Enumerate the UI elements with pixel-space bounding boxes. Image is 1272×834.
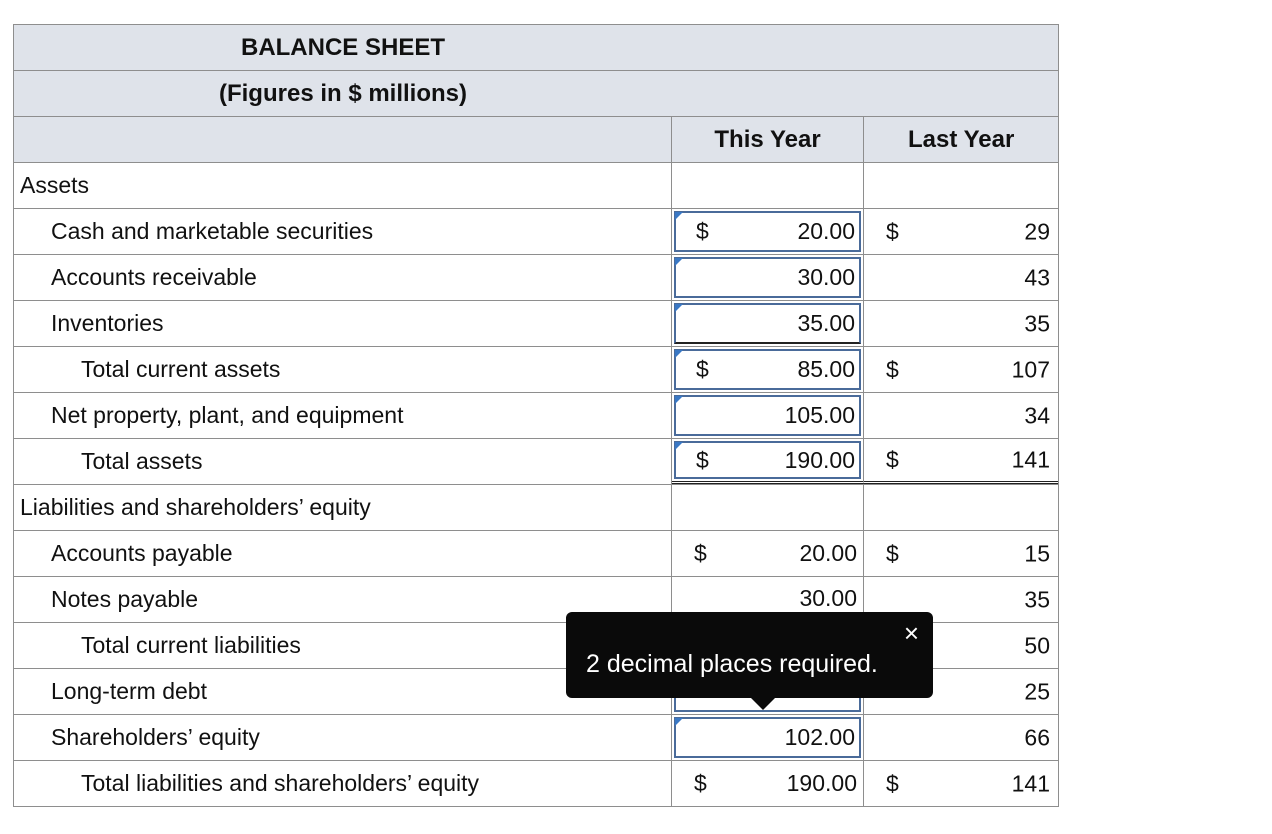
last-year-cell bbox=[864, 531, 1058, 576]
validation-tooltip bbox=[566, 612, 933, 698]
this-year-input[interactable] bbox=[674, 257, 861, 298]
last-year-value: 50 bbox=[1024, 632, 1050, 658]
this-year-value: 190.00 bbox=[784, 446, 855, 473]
row-label: Notes payable bbox=[14, 577, 672, 622]
last-year-cell bbox=[864, 255, 1058, 300]
row-label: Cash and marketable securities bbox=[14, 209, 672, 254]
tooltip-message: 2 decimal places required. bbox=[586, 650, 878, 678]
flag-marker bbox=[675, 304, 683, 312]
row-label: Assets bbox=[14, 163, 672, 208]
table-title-row bbox=[13, 24, 1059, 70]
row-label: Total liabilities and shareholders’ equity bbox=[14, 761, 672, 806]
flag-marker bbox=[675, 396, 683, 404]
currency-symbol: $ bbox=[696, 356, 709, 382]
row-label: Accounts payable bbox=[14, 531, 672, 576]
currency-symbol: $ bbox=[886, 446, 899, 473]
currency-symbol: $ bbox=[886, 356, 899, 382]
flag-marker bbox=[675, 350, 683, 358]
last-year-cell bbox=[864, 209, 1058, 254]
last-year-value: 35 bbox=[1024, 310, 1050, 336]
this-year-input[interactable] bbox=[674, 395, 861, 436]
this-year-input[interactable] bbox=[674, 211, 861, 252]
last-year-cell bbox=[864, 347, 1058, 392]
this-year-cell bbox=[672, 163, 864, 208]
last-year-cell bbox=[864, 485, 1058, 530]
table-row bbox=[13, 162, 1059, 208]
last-year-value: 15 bbox=[1024, 540, 1050, 566]
this-year-input[interactable] bbox=[674, 441, 861, 479]
flag-marker bbox=[675, 258, 683, 266]
currency-symbol: $ bbox=[694, 540, 707, 566]
flag-marker bbox=[675, 212, 683, 220]
table-row bbox=[13, 392, 1059, 438]
table-subtitle-row bbox=[13, 70, 1059, 116]
last-year-value: 35 bbox=[1024, 586, 1050, 612]
currency-symbol: $ bbox=[696, 446, 709, 473]
table-row bbox=[13, 760, 1059, 807]
currency-symbol: $ bbox=[886, 770, 899, 796]
this-year-cell[interactable] bbox=[672, 347, 864, 392]
this-year-value: 190.00 bbox=[786, 770, 857, 796]
this-year-value: 30.00 bbox=[797, 264, 855, 290]
last-year-cell bbox=[864, 439, 1058, 484]
this-year-cell[interactable] bbox=[672, 393, 864, 438]
last-year-value: 141 bbox=[1011, 770, 1050, 796]
this-year-value: 20.00 bbox=[799, 540, 857, 566]
row-label: Liabilities and shareholders’ equity bbox=[14, 485, 672, 530]
this-year-cell bbox=[672, 531, 864, 576]
table-row bbox=[13, 484, 1059, 530]
row-label: Total current assets bbox=[14, 347, 672, 392]
column-header-last-year: Last Year bbox=[908, 125, 1015, 153]
this-year-input bbox=[674, 533, 861, 574]
this-year-cell[interactable] bbox=[672, 715, 864, 760]
row-label: Net property, plant, and equipment bbox=[14, 393, 672, 438]
this-year-cell[interactable] bbox=[672, 209, 864, 254]
column-header-row bbox=[13, 116, 1059, 162]
table-row bbox=[13, 346, 1059, 392]
table-row bbox=[13, 438, 1059, 484]
last-year-value: 141 bbox=[1011, 446, 1050, 473]
this-year-value: 102.00 bbox=[784, 724, 855, 750]
table-row bbox=[13, 208, 1059, 254]
this-year-input[interactable] bbox=[674, 349, 861, 390]
column-header-this-year: This Year bbox=[672, 117, 865, 162]
this-year-input[interactable] bbox=[674, 303, 861, 344]
table-subtitle: (Figures in $ millions) bbox=[218, 79, 468, 107]
last-year-value: 34 bbox=[1024, 402, 1050, 428]
row-label: Total assets bbox=[14, 439, 672, 484]
last-year-value: 25 bbox=[1024, 678, 1050, 704]
last-year-cell bbox=[864, 761, 1058, 806]
last-year-cell bbox=[864, 163, 1058, 208]
last-year-value: 43 bbox=[1024, 264, 1050, 290]
last-year-value: 66 bbox=[1024, 724, 1050, 750]
table-row bbox=[13, 530, 1059, 576]
last-year-value: 29 bbox=[1024, 218, 1050, 244]
row-label: Inventories bbox=[14, 301, 672, 346]
currency-symbol: $ bbox=[694, 770, 707, 796]
currency-symbol: $ bbox=[696, 218, 709, 244]
this-year-value: 20.00 bbox=[797, 218, 855, 244]
this-year-value: 35.00 bbox=[797, 310, 855, 336]
last-year-value: 107 bbox=[1011, 356, 1050, 382]
this-year-input[interactable] bbox=[674, 717, 861, 758]
this-year-cell bbox=[672, 761, 864, 806]
row-label: Long-term debt bbox=[14, 669, 672, 714]
currency-symbol: $ bbox=[886, 540, 899, 566]
this-year-value: 30.00 bbox=[799, 585, 857, 611]
this-year-input bbox=[674, 763, 861, 804]
tooltip-pointer bbox=[750, 697, 776, 710]
row-label: Accounts receivable bbox=[14, 255, 672, 300]
last-year-cell bbox=[864, 715, 1058, 760]
last-year-cell bbox=[864, 393, 1058, 438]
table-title: BALANCE SHEET bbox=[240, 33, 445, 61]
close-icon[interactable]: × bbox=[903, 618, 919, 648]
this-year-cell[interactable] bbox=[672, 439, 864, 484]
table-row bbox=[13, 254, 1059, 300]
table-row bbox=[13, 714, 1059, 760]
this-year-value: 85.00 bbox=[797, 356, 855, 382]
table-row bbox=[13, 300, 1059, 346]
flag-marker bbox=[675, 442, 683, 450]
row-label: Total current liabilities bbox=[14, 623, 672, 668]
flag-marker bbox=[675, 718, 683, 726]
this-year-value: 105.00 bbox=[784, 402, 855, 428]
this-year-cell bbox=[672, 485, 864, 530]
last-year-cell bbox=[864, 301, 1058, 346]
row-label: Shareholders’ equity bbox=[14, 715, 672, 760]
this-year-cell[interactable] bbox=[672, 301, 864, 346]
currency-symbol: $ bbox=[886, 218, 899, 244]
this-year-cell[interactable] bbox=[672, 255, 864, 300]
